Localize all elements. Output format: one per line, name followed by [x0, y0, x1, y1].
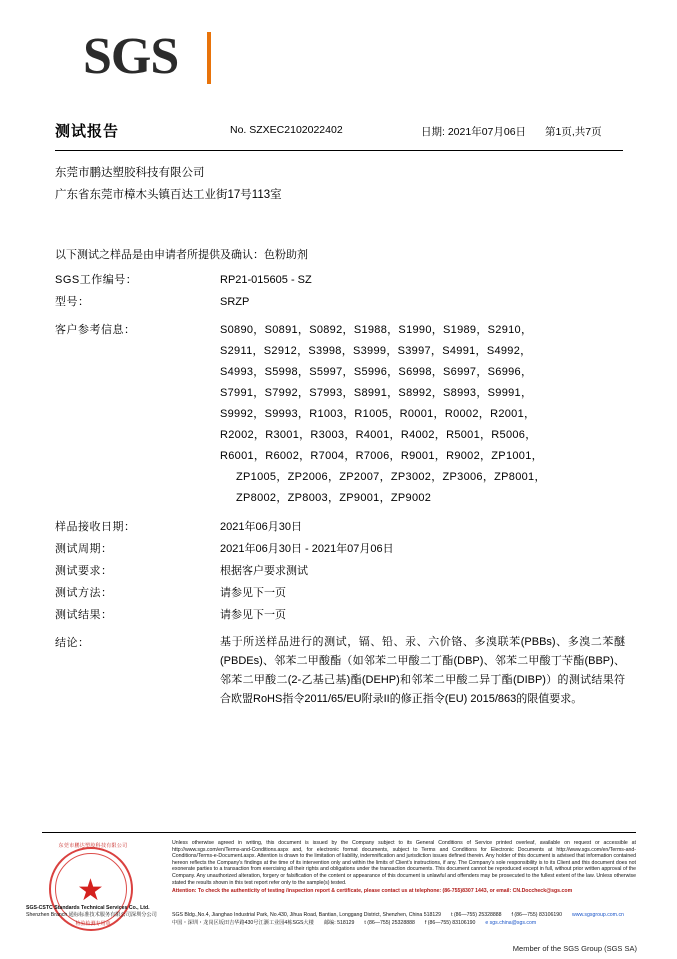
field-label-test-period: 测试周期：: [55, 543, 113, 555]
fields-table: [55, 270, 625, 711]
field-row-test-method: [55, 583, 625, 603]
field-row-test-period: [55, 539, 625, 559]
footer-address-block: [172, 912, 636, 927]
field-label-conclusion: 结论：: [55, 637, 90, 649]
footer-fax-en: f (86—755) 83106190: [511, 912, 563, 918]
footer-address-en-row: [172, 912, 636, 920]
footer-attention-notice: Attention: To check the authenticity of testing /inspection report & certificate, please contact us at telephone: (86-755)8307 1443, or email: CN.Doccheck@sgs.com: [172, 888, 573, 895]
sample-declaration: 以下测试之样品是由申请者所提供及确认：色粉助剂: [55, 249, 308, 261]
footer-fax-cn: f (86—755) 83106190: [424, 919, 476, 926]
footer-company-en: SGS-CSTC Standards Technical Services Co., Ltd.: [26, 905, 150, 911]
footer-terms-paragraph: Unless otherwise agreed in writing, this document is issued by the Company subject to its General Conditions of Service printed overleaf, available on request or accessible at http://www.sgs.com/en/Terms-and-Conditions.aspx and, for electronic format documents, subject to Terms and Conditions for Electronic Documents at http://www.sgs.com/en/Terms-and-Conditions/Terms-e-Document.aspx. Attention is drawn to the limitation of liability, indemnification and jurisdiction issues defined therein. Any holder of this document is advised that information contained hereon reflects the Company's findings at the time of its intervention only and within the limits of Client's instructions, if any. The Company's sole responsibility is to its Client and this document does not exonerate parties to a transaction from exercising all their rights and obligations under the transaction documents. This document cannot be reproduced except in full, without prior written approval of the Company. Any unauthorized alteration, forgery or falsification of the content or appearance of this document is unlawful and offenders may be prosecuted to the fullest extent of the law. Unless otherwise stated the results shown in this test report refer only to the sample(s) tested.: [172, 840, 636, 886]
reference-line: S0890，S0891，S0892，S1988，S1990，S1989，S2910，: [220, 324, 533, 336]
field-row-sample-received-date: [55, 517, 625, 537]
field-value-conclusion: 基于所送样品进行的测试，镉、铅、汞、六价铬、多溴联苯(PBBs)、多溴二苯醚(PBDEs)、邻苯二甲酸酯（如邻苯二甲酸二丁酯(DBP)、邻苯二甲酸丁苄酯(BBP)、邻苯二甲酸二(2-乙基己基)酯(DEHP)和邻苯二甲酸二异丁酯(DIBP)）的测试结果符合欧盟RoHS指令2011/65/EU附录II的修正指令(EU) 2015/863的限值要求。: [220, 636, 625, 705]
field-value-model: SRZP: [220, 296, 250, 308]
footer-zip: 邮编: 518129: [323, 919, 355, 926]
field-value-customer-reference: [220, 320, 625, 509]
footer-tel-en: t (86—755) 25328888: [451, 912, 502, 918]
sgs-logo-accent-bar: [207, 32, 211, 84]
field-row-job-number: [55, 270, 625, 290]
report-date: 日期: 2021年07月06日: [421, 126, 527, 138]
field-label-job-number: SGS工作编号：: [55, 274, 138, 286]
footer-address-cn: 中国・深圳・龙岗区坂田吉华路430号江灏工业园4栋SGS大楼: [172, 919, 314, 926]
field-label-test-method: 测试方法：: [55, 587, 113, 599]
company-address: 广东省东莞市樟木头镇百达工业街17号113室: [55, 189, 282, 201]
field-label-test-result: 测试结果：: [55, 609, 113, 621]
company-name: 东莞市鹏达塑胶科技有限公司: [55, 167, 205, 179]
reference-line: R2002，R3001，R3003，R4001，R4002，R5001，R5006，: [220, 429, 537, 441]
reference-line: S4993，S5998，S5997，S5996，S6998，S6997，S6996，: [220, 366, 533, 378]
reference-line: ZP1005，ZP2006，ZP2007，ZP3002，ZP3006，ZP8001，: [236, 471, 546, 483]
footer-terms-text: [172, 840, 636, 895]
field-row-test-result: [55, 605, 625, 625]
footer-company-block: [26, 905, 176, 919]
footer-member-text: Member of the SGS Group (SGS SA): [512, 944, 637, 953]
field-value-test-result: 请参见下一页: [220, 609, 286, 621]
footer-address-cn-row: [172, 920, 636, 928]
field-label-customer-reference: 客户参考信息：: [55, 324, 136, 336]
field-value-sample-received-date: 2021年06月30日: [220, 521, 302, 533]
footer-company-cn: Shenzhen Branch 通标标准技术服务有限公司深圳分公司: [26, 912, 157, 918]
field-row-conclusion: [55, 633, 625, 709]
footer-website[interactable]: www.sgsgroup.com.cn: [572, 912, 624, 918]
star-icon: ★: [77, 874, 104, 907]
field-label-model: 型号：: [55, 296, 90, 308]
reference-line: S7991，S7992，S7993，S8991，S8992，S8993，S9991，: [220, 387, 533, 399]
field-row-customer-reference: [55, 320, 625, 509]
field-label-sample-received-date: 样品接收日期：: [55, 521, 136, 533]
field-row-model: [55, 292, 625, 312]
field-label-test-requirement: 测试要求：: [55, 565, 113, 577]
header-divider: [55, 150, 623, 151]
stamp-top-text: 东莞市鹏达塑胶科技有限公司: [58, 843, 128, 849]
sgs-logo: [83, 28, 213, 90]
reference-line: S9992，S9993，R1003，R1005，R0001，R0002，R2001，: [220, 408, 536, 420]
field-value-test-period: 2021年06月30日 - 2021年07月06日: [220, 543, 394, 555]
page-title: 测试报告: [55, 123, 120, 140]
footer-email[interactable]: e sgs.china@sgs.com: [485, 919, 537, 926]
footer-tel-cn: t (86—755) 25328888: [364, 919, 415, 926]
company-seal-stamp: [44, 842, 142, 940]
sgs-logo-text: SGS: [83, 28, 179, 85]
stamp-bottom-text: 检验检测专用章: [75, 921, 111, 927]
field-value-job-number: RP21-015605 - SZ: [220, 274, 312, 286]
report-number: No. SZXEC2102022402: [230, 124, 343, 136]
field-row-test-requirement: [55, 561, 625, 581]
footer-address-en: SGS Bldg.,No.4, Jianghao Industrial Park, No.430, Jihua Road, Bantian, Longgang District, Shenzhen, China 518129: [172, 912, 442, 918]
reference-line: R6001，R6002，R7004，R7006，R9001，R9002，ZP1001，: [220, 450, 543, 462]
reference-line: ZP8002，ZP8003，ZP9001，ZP9002: [236, 492, 432, 504]
field-value-test-requirement: 根据客户要求测试: [220, 565, 308, 577]
page-indicator: 第1页,共7页: [545, 126, 602, 138]
company-info: [55, 162, 282, 206]
footer-divider: [42, 832, 636, 833]
report-header: [55, 120, 625, 144]
reference-line: S2911，S2912，S3998，S3999，S3997，S4991，S4992，: [220, 345, 532, 357]
field-value-test-method: 请参见下一页: [220, 587, 286, 599]
